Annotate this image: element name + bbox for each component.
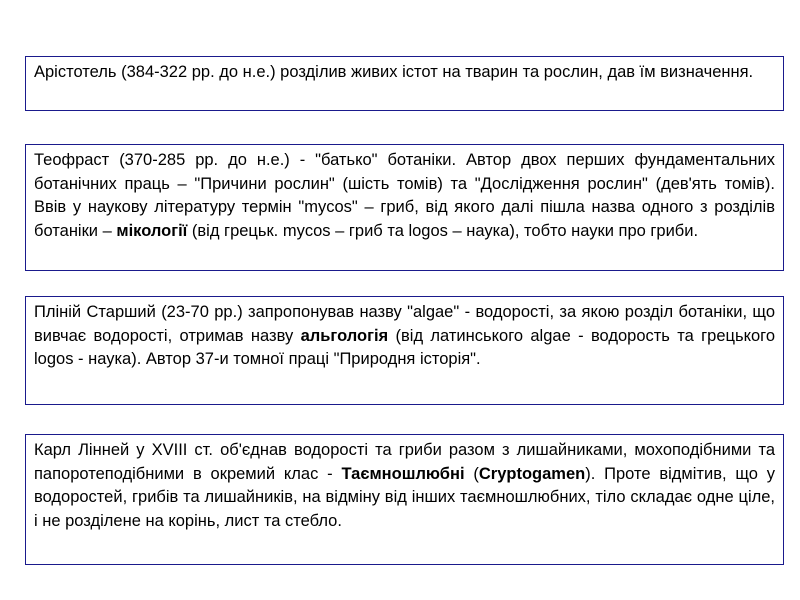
block-text: (від латинського algae - водорость та грецького logos - наука). Автор 37-и томної праці "Природня історія". xyxy=(34,326,775,368)
block-text: ). Проте відмітив, що у водоростей, грибів та лишайників, на відміну від інших таємношлюбних, тіло складає одне ціле, і не розділене на корінь, лист та стебло. xyxy=(34,464,775,530)
block-text: Пліній Старший (23-70 рр.) запропонував назву "algae" - водорості, за якою розділ ботаніки, що вивчає водорості, отримав назву xyxy=(34,303,775,345)
block-text: (від грецьк. mycos – гриб та logos – наука), тобто науки про гриби. xyxy=(187,221,699,240)
block-text: Арістотель (384-322 рр. до н.е.) розділив живих істот на тварин та рослин, дав їм визначення. xyxy=(34,63,754,81)
block-text: Теофраст (370-285 рр. до н.е.) - "батько" ботаніки. Автор двох перших фундаментальних ботанічних праць – "Причини рослин" (шість томів) та "Дослідження рослин" (дев'ять томів). Ввів у наукову літературу термін "mycos" – гриб, від якого далі пішла назва одного з розділів ботаніки – xyxy=(34,151,775,240)
text-block-pliny xyxy=(25,296,784,405)
text-block-linnaeus xyxy=(25,434,784,565)
text-block-theophrastus xyxy=(25,144,784,271)
block-text: ( xyxy=(464,464,479,483)
term-algology: альгологія xyxy=(300,326,389,345)
text-block-aristotle xyxy=(25,56,784,111)
block-text: Карл Лінней у XVIII ст. об'єднав водорості та гриби разом з лишайниками, мохоподібними та папоротеподібними в окремий клас - xyxy=(34,441,775,483)
term-cryptogams: Таємношлюбні xyxy=(341,464,465,483)
term-mycology: мікології xyxy=(116,221,188,240)
term-cryptogamen: Cryptogamen xyxy=(478,464,586,483)
